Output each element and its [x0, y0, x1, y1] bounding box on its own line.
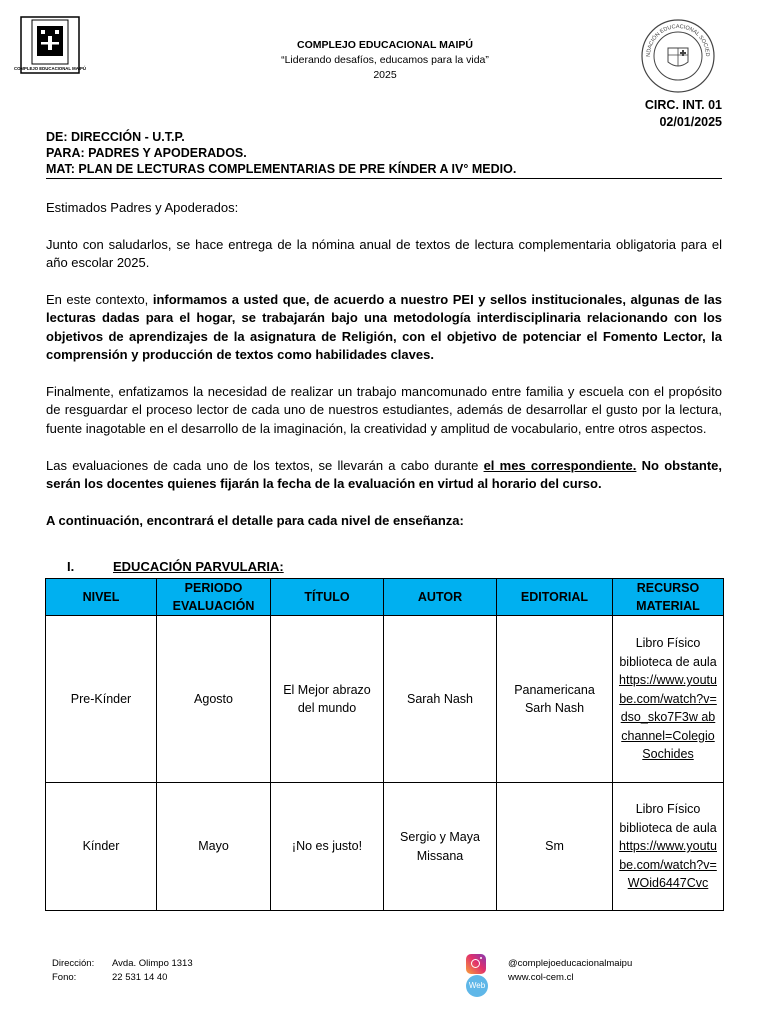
school-motto: “Liderando desafíos, educamos para la vida” — [281, 54, 489, 66]
phone-label: Fono: — [52, 972, 77, 983]
website-link[interactable]: www.col-cem.cl — [508, 972, 574, 983]
cell-editorial: Panamericana Sarh Nash — [497, 616, 613, 783]
cell-titulo: El Mejor abrazo del mundo — [271, 616, 384, 783]
instagram-icon[interactable] — [466, 954, 486, 974]
cell-periodo: Mayo — [157, 783, 271, 911]
resource-video-link[interactable]: https://www.youtube.com/watch?v=WOid6447Cvc — [619, 839, 717, 891]
section-title: EDUCACIÓN PARVULARIA: — [113, 559, 284, 574]
table-row — [46, 783, 724, 911]
header-titulo: TÍTULO — [271, 579, 384, 616]
school-logo-left — [13, 16, 87, 74]
cell-recurso — [613, 616, 724, 783]
resource-text: Libro Físico biblioteca de aula — [619, 802, 717, 835]
paragraph-5: A continuación, encontrará el detalle para cada nivel de enseñanza: — [46, 512, 464, 528]
footer-online — [508, 957, 632, 985]
instagram-handle[interactable]: @complejoeducacionalmaipu — [508, 958, 633, 969]
circular-reference — [645, 97, 722, 131]
greeting: Estimados Padres y Apoderados: — [46, 200, 239, 215]
header-editorial: EDITORIAL — [497, 579, 613, 616]
header-autor: AUTOR — [384, 579, 497, 616]
svg-text:FUNDACIÓN EDUCACIONAL SOCIEDAD: NDACIÓN EDUCACIONAL SOCIED — [645, 23, 711, 57]
cell-editorial: Sm — [497, 783, 613, 911]
cell-titulo: ¡No es justo! — [271, 783, 384, 911]
cell-periodo: Agosto — [157, 616, 271, 783]
circular-date: 02/01/2025 — [659, 115, 722, 129]
resource-video-link[interactable]: https://www.youtube.com/watch?v=dso_sko7F3w ab channel=Colegio Sochides — [619, 673, 717, 762]
section-number: I. — [67, 559, 75, 574]
header-nivel: NIVEL — [46, 579, 157, 616]
paragraph-2: En este contexto, informamos a usted que, de acuerdo a nuestro PEI y sellos institucionales, algunas de las lecturas dadas para el hogar, se trabajarán bajo una metodología interdisciplinaria relacionando con los objetivos de aprendizajes de la asignatura de Religión, con el objetivo de potenciar el Fomento Lector, la comprensión y producción de textos como habilidades claves. — [46, 292, 722, 363]
paragraph-3: Finalmente, enfatizamos la necesidad de realizar un trabajo mancomunado entre familia y escuela con el propósito de resguardar el proceso lector de cada uno de nuestros estudiantes, además de desarrollar el gusto por la lectura, fuente inagotable en el desarrollo de la imaginación, la creatividad y amplitud de vocabulario, entre otros aspectos. — [46, 384, 722, 436]
circular-number: CIRC. INT. 01 — [644, 98, 722, 112]
cell-nivel: Kínder — [46, 783, 157, 911]
cell-recurso — [613, 783, 724, 911]
school-name: COMPLEJO EDUCACIONAL MAIPÚ — [297, 39, 473, 51]
header-periodo: PERIODO EVALUACIÓN — [157, 579, 271, 616]
cell-autor: Sergio y Maya Missana — [384, 783, 497, 911]
table-header-row — [46, 579, 724, 616]
header-year: 2025 — [373, 69, 397, 81]
paragraph-4: Las evaluaciones de cada uno de los textos, se llevarán a cabo durante el mes correspondiente. No obstante, serán los docentes quienes fijarán la fecha de la evaluación en virtud al horario del curso. — [46, 457, 722, 492]
letterhead — [160, 38, 610, 83]
reading-plan-table — [45, 578, 724, 911]
letter-body — [46, 199, 722, 549]
memo-header — [46, 129, 722, 179]
foundation-seal-logo — [640, 18, 716, 94]
cell-autor: Sarah Nash — [384, 616, 497, 783]
table-row — [46, 616, 724, 783]
memo-to: PARA: PADRES Y APODERADOS. — [46, 146, 247, 160]
cell-nivel: Pre-Kínder — [46, 616, 157, 783]
phone-value: 22 531 14 40 — [112, 972, 168, 983]
web-globe-icon[interactable]: Web — [466, 975, 488, 997]
memo-from: DE: DIRECCIÓN - U.T.P. — [46, 130, 185, 144]
address-label: Dirección: — [52, 958, 95, 969]
section-heading — [67, 559, 284, 574]
svg-text:COMPLEJO EDUCACIONAL MAIPÚ: COMPLEJO EDUCACIONAL MAIPÚ — [13, 66, 87, 71]
footer-contact — [52, 957, 193, 985]
address-value: Avda. Olimpo 1313 — [112, 958, 193, 969]
memo-subject: MAT: PLAN DE LECTURAS COMPLEMENTARIAS DE PRE KÍNDER A IV° MEDIO. — [46, 162, 517, 176]
header-recurso: RECURSO MATERIAL — [613, 579, 724, 616]
resource-text: Libro Físico biblioteca de aula — [619, 636, 717, 669]
paragraph-1: Junto con saludarlos, se hace entrega de la nómina anual de textos de lectura complementaria obligatoria para el año escolar 2025. — [46, 236, 722, 271]
